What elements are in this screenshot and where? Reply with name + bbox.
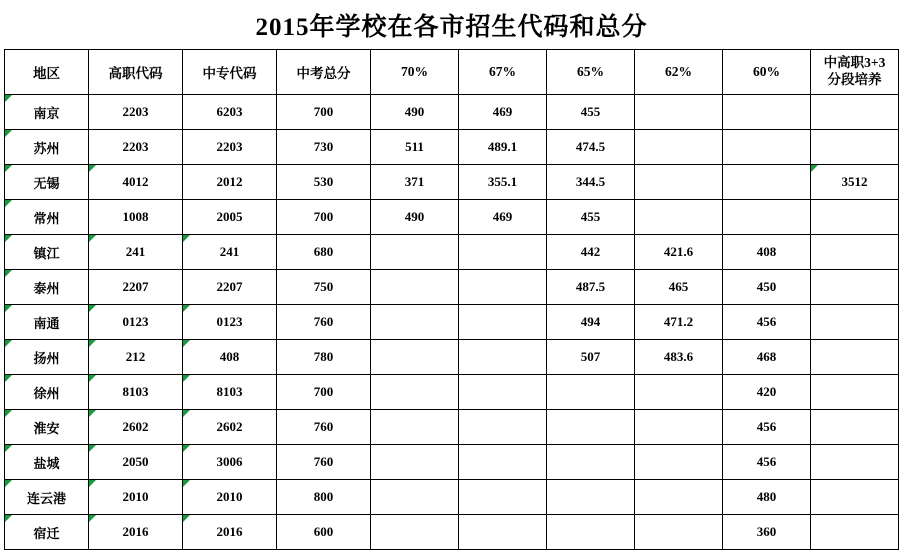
cell-exam-total: 750 [277,270,371,305]
cell-vocational-code: 212 [89,340,183,375]
cell-exam-total: 700 [277,200,371,235]
cell-62: 465 [635,270,723,305]
table-row [5,340,899,375]
cell-segmented-program [811,305,899,340]
cell-67 [459,480,547,515]
cell-segmented-program [811,235,899,270]
table-row [5,375,899,410]
cell-secondary-code: 2012 [183,165,277,200]
column-header-secondary-code: 中专代码 [183,50,277,95]
cell-segmented-program [811,375,899,410]
cell-70: 511 [371,130,459,165]
cell-65 [547,480,635,515]
cell-secondary-code: 241 [183,235,277,270]
column-header-segmented-program [811,50,899,95]
cell-70 [371,305,459,340]
cell-60: 360 [723,515,811,550]
cell-67 [459,305,547,340]
cell-67 [459,515,547,550]
cell-70: 371 [371,165,459,200]
cell-region: 常州 [5,200,89,235]
cell-67 [459,340,547,375]
cell-secondary-code: 3006 [183,445,277,480]
cell-70: 490 [371,200,459,235]
cell-secondary-code: 2016 [183,515,277,550]
cell-segmented-program [811,515,899,550]
cell-65: 474.5 [547,130,635,165]
cell-vocational-code: 2602 [89,410,183,445]
cell-exam-total: 700 [277,375,371,410]
cell-70 [371,270,459,305]
column-header-vocational-code: 高职代码 [89,50,183,95]
cell-vocational-code: 2203 [89,130,183,165]
cell-region: 宿迁 [5,515,89,550]
table-row [5,410,899,445]
table-header [5,50,899,95]
cell-vocational-code: 1008 [89,200,183,235]
cell-67 [459,410,547,445]
cell-vocational-code: 241 [89,235,183,270]
cell-62 [635,375,723,410]
table-row [5,515,899,550]
cell-65: 487.5 [547,270,635,305]
cell-65 [547,515,635,550]
cell-secondary-code: 6203 [183,95,277,130]
cell-vocational-code: 0123 [89,305,183,340]
cell-60: 420 [723,375,811,410]
cell-segmented-program [811,410,899,445]
cell-region: 泰州 [5,270,89,305]
cell-70: 490 [371,95,459,130]
cell-secondary-code: 0123 [183,305,277,340]
cell-segmented-program [811,445,899,480]
cell-70 [371,375,459,410]
cell-exam-total: 760 [277,445,371,480]
cell-70 [371,235,459,270]
admissions-table [4,49,899,550]
cell-secondary-code: 2207 [183,270,277,305]
cell-70 [371,480,459,515]
cell-62 [635,95,723,130]
cell-segmented-program [811,480,899,515]
cell-60: 456 [723,445,811,480]
cell-62: 421.6 [635,235,723,270]
cell-70 [371,410,459,445]
cell-exam-total: 800 [277,480,371,515]
table-row [5,165,899,200]
cell-65: 494 [547,305,635,340]
cell-vocational-code: 2016 [89,515,183,550]
cell-exam-total: 530 [277,165,371,200]
cell-67: 355.1 [459,165,547,200]
cell-vocational-code: 2010 [89,480,183,515]
cell-67: 469 [459,95,547,130]
cell-60: 456 [723,305,811,340]
table-row [5,130,899,165]
cell-65 [547,410,635,445]
cell-65: 455 [547,200,635,235]
cell-region: 盐城 [5,445,89,480]
table-row [5,95,899,130]
column-header-60: 60% [723,50,811,95]
cell-exam-total: 780 [277,340,371,375]
page-title: 2015年学校在各市招生代码和总分 [255,14,648,41]
cell-region: 镇江 [5,235,89,270]
cell-70 [371,445,459,480]
cell-62 [635,480,723,515]
cell-secondary-code: 2005 [183,200,277,235]
cell-65: 442 [547,235,635,270]
cell-segmented-program [811,200,899,235]
cell-vocational-code: 2050 [89,445,183,480]
cell-67 [459,235,547,270]
column-header-segmented-program-line1: 中高职3+3 [823,55,886,71]
cell-segmented-program [811,270,899,305]
column-header-segmented-program-line2: 分段培养 [827,72,882,87]
cell-segmented-program: 3512 [811,165,899,200]
cell-region: 连云港 [5,480,89,515]
cell-secondary-code: 8103 [183,375,277,410]
cell-exam-total: 730 [277,130,371,165]
cell-segmented-program [811,130,899,165]
column-header-region: 地区 [5,50,89,95]
cell-70 [371,340,459,375]
cell-62 [635,200,723,235]
cell-region: 无锡 [5,165,89,200]
cell-62: 471.2 [635,305,723,340]
table-row [5,480,899,515]
cell-vocational-code: 8103 [89,375,183,410]
cell-67: 469 [459,200,547,235]
cell-secondary-code: 408 [183,340,277,375]
cell-exam-total: 760 [277,410,371,445]
cell-region: 南京 [5,95,89,130]
cell-exam-total: 760 [277,305,371,340]
column-header-67: 67% [459,50,547,95]
column-header-70: 70% [371,50,459,95]
cell-secondary-code: 2602 [183,410,277,445]
cell-vocational-code: 4012 [89,165,183,200]
cell-exam-total: 600 [277,515,371,550]
cell-region: 南通 [5,305,89,340]
table-row [5,200,899,235]
cell-region: 徐州 [5,375,89,410]
cell-vocational-code: 2207 [89,270,183,305]
cell-segmented-program [811,95,899,130]
column-header-65: 65% [547,50,635,95]
table-row [5,445,899,480]
table-body [5,95,899,550]
cell-exam-total: 680 [277,235,371,270]
cell-67: 489.1 [459,130,547,165]
cell-62 [635,130,723,165]
table-row [5,270,899,305]
column-header-exam-total: 中考总分 [277,50,371,95]
cell-exam-total: 700 [277,95,371,130]
cell-60: 456 [723,410,811,445]
cell-65: 344.5 [547,165,635,200]
cell-vocational-code: 2203 [89,95,183,130]
table-row [5,305,899,340]
cell-60 [723,95,811,130]
cell-region: 淮安 [5,410,89,445]
cell-60 [723,200,811,235]
cell-60: 408 [723,235,811,270]
cell-region: 扬州 [5,340,89,375]
column-header-62: 62% [635,50,723,95]
cell-secondary-code: 2010 [183,480,277,515]
cell-62 [635,410,723,445]
cell-65: 455 [547,95,635,130]
cell-70 [371,515,459,550]
cell-65 [547,445,635,480]
cell-62: 483.6 [635,340,723,375]
cell-60: 450 [723,270,811,305]
cell-60: 468 [723,340,811,375]
cell-62 [635,445,723,480]
cell-67 [459,445,547,480]
table-header-row [5,50,899,95]
cell-62 [635,165,723,200]
cell-region: 苏州 [5,130,89,165]
cell-secondary-code: 2203 [183,130,277,165]
cell-60 [723,130,811,165]
cell-65 [547,375,635,410]
table-row [5,235,899,270]
cell-segmented-program [811,340,899,375]
cell-65: 507 [547,340,635,375]
cell-67 [459,270,547,305]
cell-60: 480 [723,480,811,515]
cell-67 [459,375,547,410]
cell-60 [723,165,811,200]
cell-62 [635,515,723,550]
